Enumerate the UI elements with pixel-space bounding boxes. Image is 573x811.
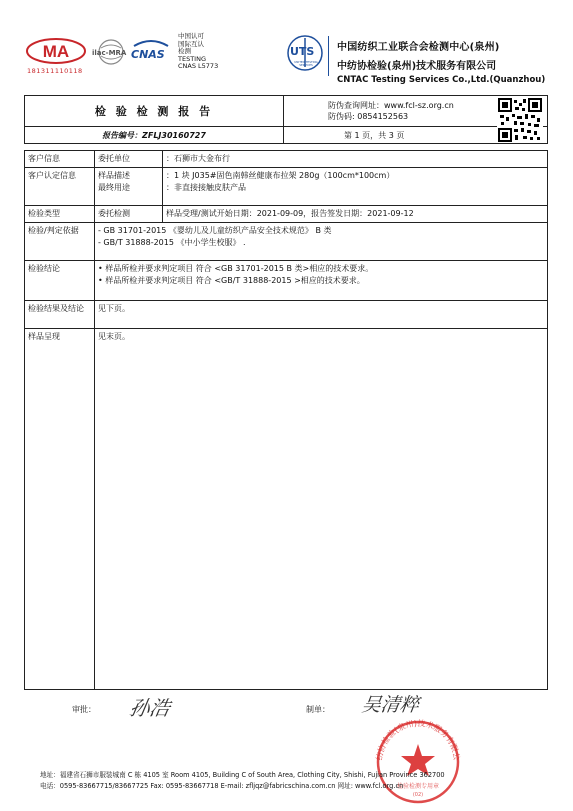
stamp-code-text: (02) <box>412 792 424 798</box>
row-basis <box>25 223 548 261</box>
footer-address: 地址：福建省石狮市服装城南 C 栋 4105 室 Room 4105, Building C of South Area, Clothing City, Shishi, Fujian Province 362700 <box>40 771 445 779</box>
review-label: 审批： <box>72 705 96 714</box>
report-body-table <box>24 150 548 690</box>
basis-line: - GB/T 31888-2015 《中小学生校服》 . <box>98 238 246 247</box>
uts-label: UTS <box>290 45 315 58</box>
page-info: 第 1 页，共 3 页 <box>284 127 548 144</box>
org-name-en: CNTAC Testing Services Co.,Ltd.(Quanzhou) <box>337 75 546 85</box>
accred-line: 国际互认 <box>178 39 204 48</box>
sample-desc-label: 样品描述 <box>98 171 130 180</box>
stamp-sub-text: 检验检测专用章 <box>396 783 440 790</box>
uts-sub: UNITED TESTING SERVICES <box>294 60 318 67</box>
row-results <box>25 301 548 329</box>
cnas-label: CNAS <box>131 48 165 61</box>
client-unit-label: 委托单位 <box>95 151 163 168</box>
results-label: 检验结果及结论 <box>25 301 95 329</box>
ma-logo <box>25 38 87 75</box>
svg-text:中纺协检验(泉州)技术服务有限公司 <box>368 712 461 761</box>
ilac-label: ilac-MRA <box>92 49 127 57</box>
conclusion-line: • 样品所检并要求判定项目 符合 <GB/T 31888-2015 >相应的技术要求。 <box>98 276 365 285</box>
end-use-label: 最终用途 <box>98 183 130 192</box>
prepare-signature: 吴清粹 <box>360 694 421 716</box>
sample-desc-value: ：1 块 J035#固色南韩丝健康布拉架 280g（100cm*100cm） <box>166 171 395 180</box>
ilac-mra-logo <box>92 38 130 70</box>
conclusion-line: • 样品所检并要求判定项目 符合 <GB 31701-2015 B 类>相应的技术要求。 <box>98 264 374 273</box>
test-type-value: 委托检测 <box>95 206 163 223</box>
basis-line: - GB 31701-2015 《婴幼儿及儿童纺织产品安全技术规范》 B 类 <box>98 226 332 235</box>
report-number: 报告编号：ZFLJ30160727 <box>25 127 284 144</box>
results-value: 见下页。 <box>95 301 548 329</box>
report-header <box>24 95 548 144</box>
row-conclusion <box>25 261 548 301</box>
qr-code-icon[interactable] <box>497 97 543 143</box>
end-use-value: ：非直接接触皮肤产品 <box>166 183 246 192</box>
footer-contact: 电话：0595-83667715/83667725 Fax: 0595-83667718 E-mail: zfljqz@fabricschina.com.cn 网址: www.fcl.org.cn <box>40 782 404 790</box>
photo-value: 见末页。 <box>95 329 548 690</box>
svg-text:MA: MA <box>42 42 70 61</box>
row-client-info <box>25 151 548 168</box>
review-signature: 孙浩 <box>127 696 172 720</box>
accreditation-text <box>178 33 238 71</box>
stamp-arc-text: 纺协检验(泉州)技术服务有限公 <box>374 718 462 761</box>
report-title: 检 验 检 测 报 告 <box>25 96 284 127</box>
footer <box>40 770 550 792</box>
client-unit-value: ：石狮市大金布行 <box>163 151 548 168</box>
query-site: 防伪查询网址：www.fcl-sz.org.cn <box>328 101 454 111</box>
test-type-label: 检验类型 <box>25 206 95 223</box>
client-info-label: 客户信息 <box>25 151 95 168</box>
test-dates: 样品受理/测试开始日期：2021-09-09，报告签发日期：2021-09-12 <box>163 206 548 223</box>
conclusion-label: 检验结论 <box>25 261 95 301</box>
accred-line: 中国认可 <box>178 32 204 40</box>
org-name-cn-2: 中纺协检验(泉州)技术服务有限公司 <box>337 61 497 72</box>
row-sample-photo <box>25 329 548 690</box>
basis-label: 检验/判定依据 <box>25 223 95 261</box>
row-test-type <box>25 206 548 223</box>
cnas-logo <box>130 38 172 70</box>
accred-line: CNAS L5773 <box>178 62 219 70</box>
header-divider <box>328 36 329 76</box>
organization-name <box>337 38 567 85</box>
anti-fake-code: 防伪码: 0854152563 <box>328 112 409 122</box>
accred-line: TESTING <box>178 54 206 63</box>
uts-logo <box>285 33 325 79</box>
org-name-cn-1: 中国纺织工业联合会检测中心(泉州) <box>337 42 500 53</box>
row-customer-confirm <box>25 168 548 206</box>
prepare-label: 制单： <box>306 705 330 714</box>
accred-line: 检测 <box>178 47 191 55</box>
ma-serial: 181311110118 <box>27 67 83 75</box>
customer-confirm-label: 客户认定信息 <box>25 168 95 206</box>
photo-label: 样品呈现 <box>25 329 95 690</box>
